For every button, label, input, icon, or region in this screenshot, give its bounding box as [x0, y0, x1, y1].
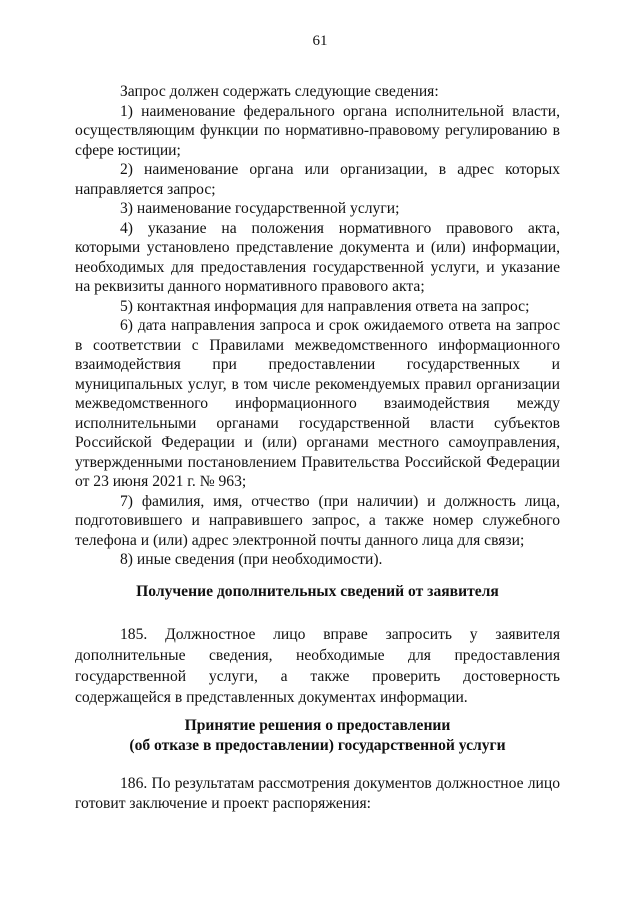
section-paragraph — [75, 774, 560, 813]
paragraph-185: 185. Должностное лицо вправе запросить у заявителя дополнительные сведения, необходимые для предоставления государственной услуги, а также проверить достоверность содержащейся в представленных документах информации. — [75, 626, 560, 706]
list-item: 4) указание на положения нормативного правового акта, которыми установлено представление документа и (или) информации, необходимых для предоставления государственной услуги, и указание на реквизиты данного нормативного правового акта; — [75, 219, 560, 295]
list-item: 1) наименование федерального органа исполнительной власти, осуществляющим функции по нормативно-правовому регулированию в сфере юстиции; — [75, 102, 560, 159]
page-number: 61 — [312, 33, 328, 49]
list-item: 2) наименование органа или организации, в адрес которых направляется запрос; — [75, 161, 560, 198]
paragraph-186: 186. По результатам рассмотрения документов должностное лицо готовит заключение и проект распоряжения: — [75, 775, 560, 812]
request-requirements-list — [75, 82, 560, 570]
list-item: 6) дата направления запроса и срок ожидаемого ответа на запрос в соответствии с Правилами межведомственного информационного взаимодействия при предоставлении государственных и муниципальных услуг, в том числе рекомендуемых правил организации межведомственного информационного взаимодействия между исполнительными органами государственной власти субъектов Российской Федерации и (или) органами местного самоуправления, утвержденными постановлением Правительства Российской Федерации от 23 июня 2021 г. № 963; — [75, 317, 560, 490]
section-heading-line: (об отказе в предоставлении) государственной услуги — [129, 736, 506, 754]
section-heading — [75, 716, 560, 755]
list-item: 8) иные сведения (при необходимости). — [120, 551, 383, 568]
section-heading-line: Принятие решения о предоставлении — [184, 717, 451, 734]
section-paragraph — [75, 624, 560, 708]
list-item: 5) контактная информация для направления ответа на запрос; — [120, 297, 530, 315]
list-item: 3) наименование государственной услуги; — [120, 200, 400, 217]
list-intro: Запрос должен содержать следующие сведения: — [120, 83, 439, 100]
section-heading-text: Получение дополнительных сведений от заявителя — [136, 583, 499, 600]
list-item: 7) фамилия, имя, отчество (при наличии) и должность лица, подготовившего и направившего запрос, а также номер служебного телефона и (или) адрес электронной почты данного лица для связи; — [75, 492, 560, 549]
section-heading — [75, 582, 560, 602]
